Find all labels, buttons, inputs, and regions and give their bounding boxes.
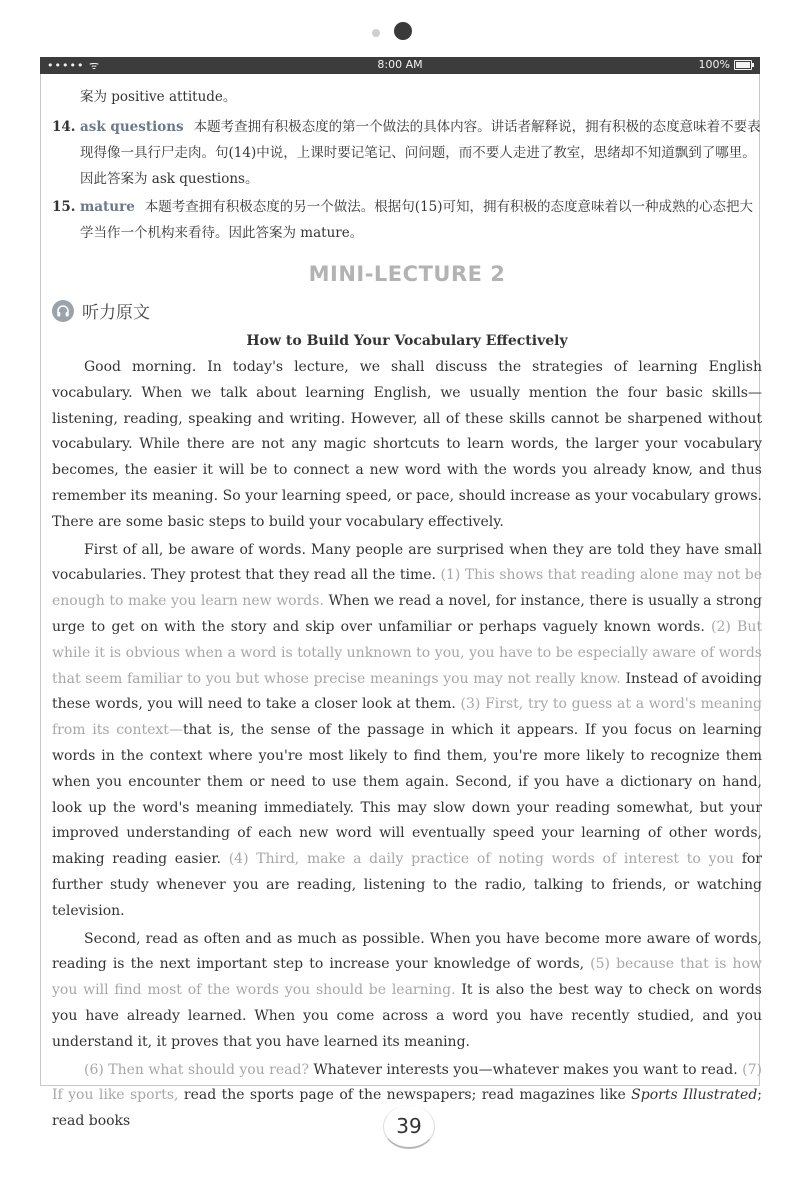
key-sentence: (4) Third, make a daily practice of noting words of interest to you (228, 851, 734, 868)
key-sentence: (2) But while it is obvious when a word is totally unknown to you, you have to be especially aware of words that seem familiar to you but whose precise meanings you may not really know. (52, 618, 762, 687)
sensor-dot (372, 29, 380, 37)
paragraph-text: When we read a novel, for instance, there is usually a strong urge to get on with the story and skip over unfamiliar or perhaps vaguely known words. (52, 593, 762, 635)
signal-indicator: ••••• ᯤ (47, 59, 100, 72)
answer-explanation: 本题考查拥有积极态度的另一个做法。根据句(15)可知，拥有积极的态度意味着以一种成熟的心态把大学当作一个机构来看待。因此答案为 mature。 (80, 199, 754, 241)
transcript-heading (52, 298, 762, 323)
paragraph-text: that is, the sense of the passage in which it appears. If you focus on learning words in the context where you're most likely to find them, you're more likely to recognize them when you encounter them or need to use them again. Second, if you have a dictionary on hand, look up the word's meaning immediately. This may slow down your reading somewhat, but your improved understanding of each new word will eventually speed your learning of other words, making reading easier. (52, 722, 762, 868)
answer-item-15 (52, 194, 762, 246)
paragraph-text: ; read books (52, 1087, 762, 1130)
answer-body (80, 114, 762, 192)
article-paragraph (52, 538, 762, 925)
answer-key: mature (80, 199, 135, 215)
device-top-bezel (0, 22, 800, 42)
section-title: MINI-LECTURE 2 (308, 262, 506, 286)
battery-area (699, 58, 752, 71)
battery-percent: 100% (698, 58, 730, 71)
status-bar (40, 57, 760, 74)
status-time: 8:00 AM (377, 58, 423, 71)
paragraph-text: for further study whenever you are reading, listening to the radio, talking to friends, or watching television. (52, 851, 762, 919)
paragraph-text: Second, read as often and as much as possible. When you have become more aware of words, reading is the next important step to increase your knowledge of words, (52, 930, 762, 973)
key-sentence: (5) because that is how you will find most of the words you should be learning. (52, 956, 762, 999)
key-sentence: (3) First, try to guess at a word's meaning from its context— (52, 696, 762, 739)
paragraph-text: It is also the best way to check on words you have already learned. When you come across a word you have recently studied, and you understand it, it proves that you have learned its meaning. (52, 982, 762, 1050)
article-paragraph (52, 927, 762, 1056)
answer-body (80, 194, 762, 246)
article-body (52, 355, 762, 1135)
answer-number: 14. (52, 119, 76, 135)
key-sentence: (7) If you like sports, (52, 1061, 762, 1104)
key-sentence: (6) Then what should you read? (84, 1061, 309, 1078)
answer-explanation: 本题考查拥有积极态度的第一个做法的具体内容。讲话者解释说，拥有积极的态度意味着不要表现得像一具行尸走肉。句(14)中说，上课时要记笔记、问问题，而不要人走进了教室，思绪却不知道飘到了哪里。因此答案为 ask questions。 (80, 119, 761, 187)
answer-item-14 (52, 114, 762, 192)
article-title: How to Build Your Vocabulary Effectively (246, 333, 568, 349)
paragraph-text: Whatever interests you—whatever makes you want to read. (308, 1061, 743, 1078)
paragraph-text: Good morning. In today's lecture, we shall discuss the strategies of learning English vocabulary. When we talk about learning English, we usually mention the four basic skills—listening, reading, speaking and writing. However, all of these skills cannot be sharpened without vocabulary. While there are not any magic shortcuts to learn words, the larger your vocabulary becomes, the easier it will be to connect a new word with the words you already know, and thus remember its meaning. So your learning speed, or pace, should increase as your vocabulary grows. There are some basic steps to build your vocabulary effectively. (52, 359, 762, 530)
battery-icon (734, 60, 752, 70)
transcript-heading-text: 听力原文 (82, 303, 150, 323)
headphone-icon (52, 300, 74, 322)
answer-key: ask questions (80, 119, 184, 135)
paragraph-text: read the sports page of the newspapers; read magazines like (178, 1087, 632, 1104)
answer-number: 15. (52, 199, 76, 215)
camera-dot (394, 22, 412, 40)
article-paragraph (52, 355, 762, 536)
answer-continuation: 案为 positive attitude。 (80, 89, 237, 105)
paragraph-text: Instead of avoiding these words, you will need to take a closer look at them. (52, 670, 762, 713)
page-content[interactable] (52, 84, 762, 1137)
page-number: 39 (383, 1105, 435, 1149)
paragraph-text: First of all, be aware of words. Many people are surprised when they are told they have small vocabularies. They protest that they read all the time. (52, 541, 762, 584)
key-sentence: (1) This shows that reading alone may not be enough to make you learn new words. (52, 567, 763, 610)
paragraph-text: Sports Illustrated (631, 1087, 758, 1104)
